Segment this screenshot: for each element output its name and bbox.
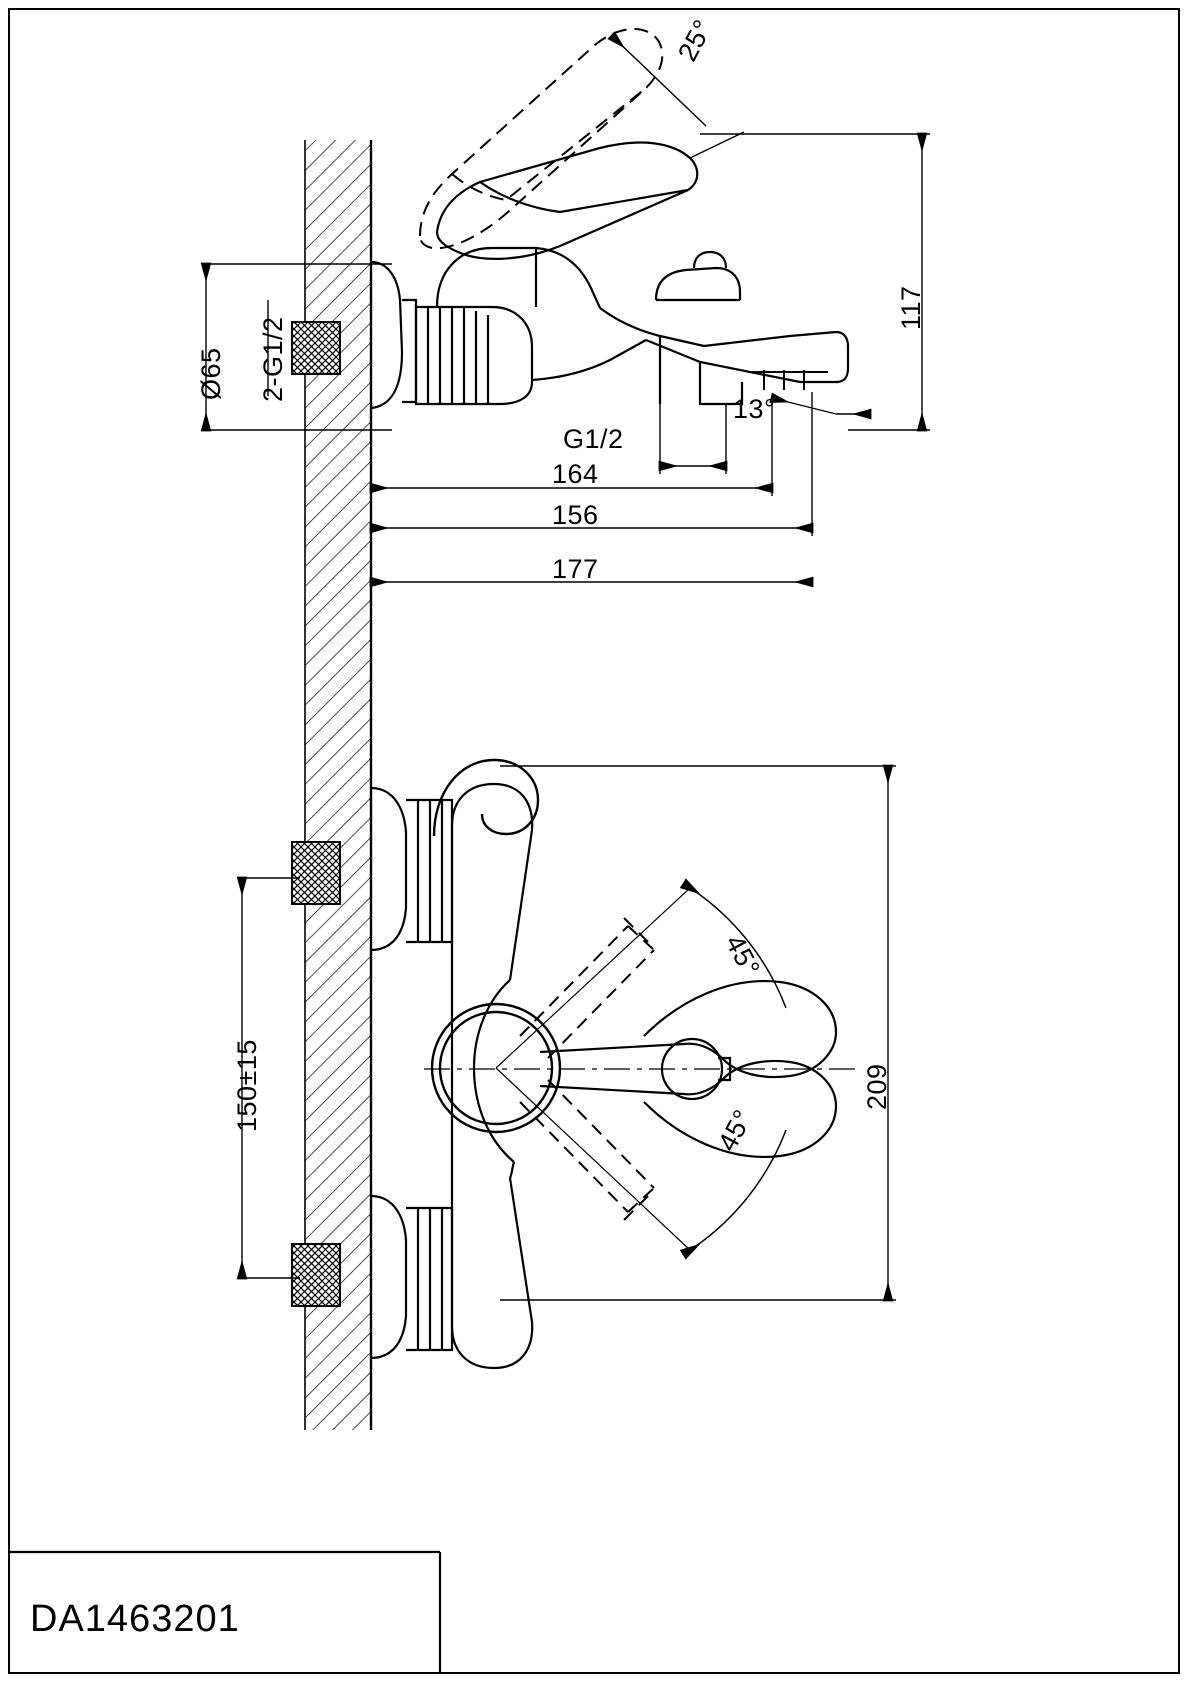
dim-outlet-thread [660,404,726,474]
dim-label-angle13: 13° [733,394,776,424]
angle-13-leaders [772,398,870,414]
dim-label-164: 164 [552,459,599,489]
dim-label-angle45-lower: 45° [712,1104,759,1157]
faucet-body-front [371,784,532,1368]
lever-handle-phantom-side [420,29,662,248]
inlet-connector-side [292,322,340,374]
lever-handle-phantom-front [520,918,654,1220]
inlet-connector-front-bottom [292,1244,340,1306]
dim-label-150: 150±15 [232,1039,262,1132]
part-number: DA1463201 [30,1598,240,1640]
dim-label-thread-inlets: 2-G1/2 [258,316,288,402]
inlet-connector-front-top [292,842,340,904]
side-elevation-view [206,29,930,1430]
dim-label-dia65: Ø65 [196,347,226,400]
dim-label-outlet-thread: G1/2 [563,424,624,454]
dim-label-209: 209 [862,1063,892,1110]
dim-label-156: 156 [552,500,599,530]
dim-label-angle25: 25° [672,14,719,67]
shower-hook-front [434,760,538,836]
faucet-body-side [371,248,848,408]
dim-label-177: 177 [552,554,599,584]
dim-label-angle45-upper: 45° [719,930,766,982]
diverter-knob-side [656,252,740,300]
dim-label-117: 117 [896,285,926,330]
dim-117 [700,134,930,430]
